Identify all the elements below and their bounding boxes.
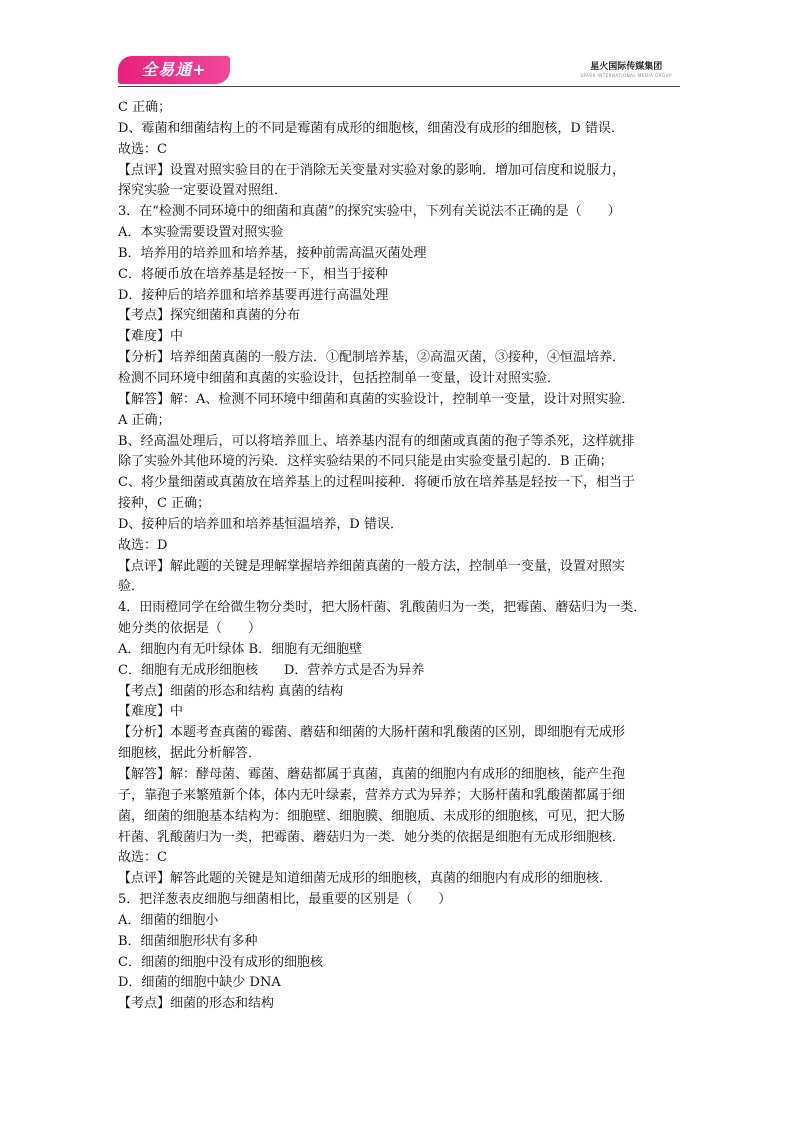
text-line: D．细菌的细胞中缺少 DNA — [118, 975, 281, 991]
text-line: 检测不同环境中细菌和真菌的实验设计，包括控制单一变量，设计对照实验． — [118, 370, 561, 386]
text-line: A．细菌的细胞小 — [118, 912, 219, 928]
publisher-english: SPARK INTERNATIONAL MEDIA GROUP — [580, 73, 672, 78]
text-line: 菌，细菌的细胞基本结构为：细胞壁、细胞膜、细胞质、未成形的细胞核，可见，把大肠 — [118, 808, 626, 824]
text-line: 她分类的依据是（ ） — [118, 621, 262, 637]
text-line: 杆菌、乳酸菌归为一类，把霉菌、蘑菇归为一类．她分类的依据是细胞有无成形细胞核． — [118, 829, 626, 845]
text-line: 4．田雨橙同学在给微生物分类时，把大肠杆菌、乳酸菌归为一类，把霉菌、蘑菇归为一类． — [118, 600, 647, 616]
text-line: A 正确； — [118, 412, 171, 428]
text-line: 故选：C — [118, 850, 167, 866]
text-line: D、接种后的培养皿和培养基恒温培养，D 错误． — [118, 516, 403, 532]
text-line: C．将硬币放在培养基是轻按一下，相当于接种 — [118, 266, 388, 282]
text-line: D、霉菌和细菌结构上的不同是霉菌有成形的细胞核，细菌没有成形的细胞核，D 错误． — [118, 120, 624, 136]
text-line: 【解答】解：A、检测不同环境中细菌和真菌的实验设计，控制单一变量，设计对照实验． — [118, 391, 635, 407]
text-line: 5．把洋葱表皮细胞与细菌相比，最重要的区别是（ ） — [118, 892, 452, 908]
text-line: B．细菌细胞形状有多种 — [118, 933, 258, 949]
text-line: 【考点】细菌的形态和结构 真菌的结构 — [118, 683, 344, 699]
text-line: 故选：C — [118, 141, 167, 157]
text-line: 故选：D — [118, 537, 168, 553]
document-body — [118, 98, 688, 1015]
header-divider — [118, 86, 680, 87]
page-header — [0, 0, 800, 92]
publisher-name: 星火国际传媒集团 — [590, 62, 663, 72]
text-line: A．细胞内有无叶绿体 B．细胞有无细胞壁 — [118, 641, 363, 657]
text-line: 探究实验一定要设置对照组． — [118, 183, 288, 199]
text-line: 除了实验外其他环境的污染．这样实验结果的不同只能是由实验变量引起的．B 正确； — [118, 454, 613, 470]
text-line: 【点评】设置对照实验目的在于消除无关变量对实验对象的影响．增加可信度和说服力， — [118, 162, 626, 178]
text-line: B、经高温处理后，可以将培养皿上、培养基内混有的细菌或真菌的孢子等杀死，这样就排 — [118, 433, 635, 449]
text-line: C．细胞有无成形细胞核 D．营养方式是否为异养 — [118, 662, 425, 678]
text-line: 【难度】中 — [118, 704, 184, 720]
text-line: 【点评】解答此题的关键是知道细菌无成形的细胞核，真菌的细胞内有成形的细胞核． — [118, 871, 613, 887]
brand-logo: 全易通+ — [118, 56, 230, 84]
text-line: 【点评】解此题的关键是理解掌握培养细菌真菌的一般方法，控制单一变量，设置对照实 — [118, 558, 626, 574]
text-line: 【考点】探究细菌和真菌的分布 — [118, 308, 301, 324]
text-line: 【分析】培养细菌真菌的一般方法．①配制培养基，②高温灭菌，③接种，④恒温培养． — [118, 350, 626, 366]
text-line: 3．在“检测不同环境中的细菌和真菌”的探究实验中，下列有关说法不正确的是（ ） — [118, 204, 621, 220]
text-line: D．接种后的培养皿和培养基要再进行高温处理 — [118, 287, 389, 303]
text-line: 【考点】细菌的形态和结构 — [118, 996, 275, 1012]
text-line: 验． — [118, 579, 145, 595]
text-line: 【解答】解：酵母菌、霉菌、蘑菇都属于真菌，真菌的细胞内有成形的细胞核，能产生孢 — [118, 767, 626, 782]
text-line: C 正确； — [118, 100, 172, 115]
text-line: C．细菌的细胞中没有成形的细胞核 — [118, 954, 323, 970]
text-line: C、将少量细菌或真菌放在培养基上的过程叫接种．将硬币放在培养基是轻按一下，相当于 — [118, 475, 635, 491]
text-line: 接种，C 正确； — [118, 496, 211, 512]
text-line: 【分析】本题考查真菌的霉菌、蘑菇和细菌的大肠杆菌和乳酸菌的区别，即细胞有无成形 — [118, 725, 626, 741]
text-line: 【难度】中 — [118, 329, 184, 345]
text-line: A．本实验需要设置对照实验 — [118, 225, 284, 241]
text-line: 子，靠孢子来繁殖新个体，体内无叶绿素，营养方式为异养；大肠杆菌和乳酸菌都属于细 — [118, 787, 626, 803]
text-line: 细胞核，据此分析解答． — [118, 746, 262, 762]
publisher-mark — [580, 62, 672, 79]
text-line: B．培养用的培养皿和培养基，接种前需高温灭菌处理 — [118, 245, 427, 261]
